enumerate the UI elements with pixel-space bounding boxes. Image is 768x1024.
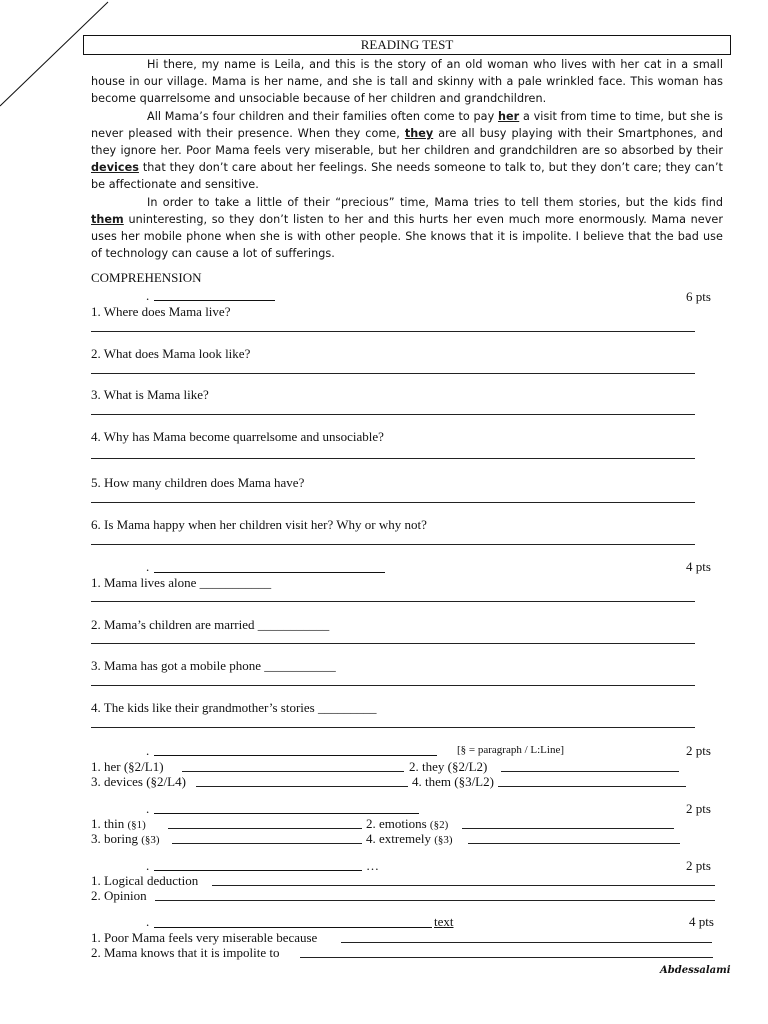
section-b-points: 4 pts xyxy=(686,559,711,574)
comprehension-heading: COMPREHENSION xyxy=(91,270,202,285)
answer-line-5[interactable] xyxy=(91,502,695,503)
reference-item-3: 3. devices (§2/L4) xyxy=(91,774,186,789)
reading-passage xyxy=(91,56,723,262)
answer-line-2[interactable] xyxy=(91,373,695,374)
true-false-item-1: 1. Mama lives alone ___________ xyxy=(91,575,272,590)
answer-line-c4[interactable] xyxy=(498,786,686,787)
answer-line-c3[interactable] xyxy=(196,786,408,787)
section-a-prefix: . xyxy=(146,288,150,303)
section-f-word: text xyxy=(434,914,454,929)
question-5: 5. How many children does Mama have? xyxy=(91,475,305,490)
question-4: 4. Why has Mama become quarrelsome and unsociable? xyxy=(91,429,384,444)
passage-paragraph-1: Hi there, my name is Leila, and this is the story of an old woman who lives with her cat in a small house in our village. Mama is her name, and she is tall and skinny with a pale wrinkled face. This woman has become quarrelsome and unsociable because of her children and grandchildren. xyxy=(91,58,723,106)
synonym-item-3: 3. boring (§3) xyxy=(91,831,160,846)
answer-line-1[interactable] xyxy=(91,331,695,332)
question-1: 1. Where does Mama live? xyxy=(91,304,231,319)
section-c-note: [§ = paragraph / L:Line] xyxy=(457,744,564,756)
section-c-prefix: . xyxy=(146,743,150,758)
synonym-item-1: 1. thin (§1) xyxy=(91,816,146,831)
answer-line-d3[interactable] xyxy=(172,843,362,844)
section-e-heading-line xyxy=(154,870,362,871)
answer-line-6[interactable] xyxy=(91,544,695,545)
section-b-heading-line xyxy=(154,572,385,573)
answer-line-d1[interactable] xyxy=(168,828,362,829)
highlight-they: they xyxy=(404,126,434,140)
answer-line-d2[interactable] xyxy=(462,828,674,829)
author-signature: Abdessalami xyxy=(660,965,731,976)
section-f-points: 4 pts xyxy=(689,914,714,929)
true-false-item-2: 2. Mama’s children are married ___________ xyxy=(91,617,330,632)
answer-line-e2[interactable] xyxy=(155,900,715,901)
answer-line-b3[interactable] xyxy=(91,685,695,686)
answer-line-e1[interactable] xyxy=(212,885,715,886)
section-a-points: 6 pts xyxy=(686,289,711,304)
highlight-them: them xyxy=(91,212,124,226)
section-d-prefix: . xyxy=(146,801,150,816)
answer-line-3[interactable] xyxy=(91,414,695,415)
inference-item-1: 1. Logical deduction xyxy=(91,873,199,888)
section-b-prefix: . xyxy=(146,559,150,574)
answer-line-b2[interactable] xyxy=(91,643,695,644)
highlight-devices: devices xyxy=(91,161,139,175)
passage-paragraph-2: All Mama’s four children and their families often come to pay her a visit from time to time, but she is never pleased with their presence. When they come, they are all busy playing with their Smartphones, and they ignore her. Poor Mama feels very miserable, but her children and grandchildren are so absorbed by their devices that they don’t care about her feelings. She needs someone to talk to, but they don’t care; they can’t be affectionate and sensitive. xyxy=(91,109,723,192)
answer-line-f1[interactable] xyxy=(341,942,712,943)
question-3: 3. What is Mama like? xyxy=(91,387,209,402)
answer-line-b1[interactable] xyxy=(91,601,695,602)
answer-line-f2[interactable] xyxy=(300,957,713,958)
section-c-points: 2 pts xyxy=(686,743,711,758)
answer-line-4[interactable] xyxy=(91,458,695,459)
section-f-prefix: . xyxy=(146,914,150,929)
section-c-heading-line xyxy=(154,755,437,756)
reference-item-1: 1. her (§2/L1) xyxy=(91,759,164,774)
synonym-item-4: 4. extremely (§3) xyxy=(366,831,453,846)
section-d-heading-line xyxy=(154,813,419,814)
section-e-suffix: … xyxy=(366,858,379,873)
question-6: 6. Is Mama happy when her children visit her? Why or why not? xyxy=(91,517,427,532)
true-false-item-4: 4. The kids like their grandmother’s stories _________ xyxy=(91,700,377,715)
completion-item-2: 2. Mama knows that it is impolite to xyxy=(91,945,280,960)
section-a-heading-line xyxy=(154,300,275,301)
completion-item-1: 1. Poor Mama feels very miserable because xyxy=(91,930,318,945)
answer-line-b4[interactable] xyxy=(91,727,695,728)
highlight-her: her xyxy=(498,109,520,123)
reference-item-2: 2. they (§2/L2) xyxy=(409,759,488,774)
answer-line-d4[interactable] xyxy=(468,843,680,844)
page-title: READING TEST xyxy=(83,35,731,55)
inference-item-2: 2. Opinion xyxy=(91,888,147,903)
section-e-points: 2 pts xyxy=(686,858,711,873)
question-2: 2. What does Mama look like? xyxy=(91,346,251,361)
true-false-item-3: 3. Mama has got a mobile phone ___________ xyxy=(91,658,336,673)
passage-paragraph-3: In order to take a little of their “precious” time, Mama tries to tell them stories, but the kids find them uninteresting, so they don’t listen to her and this hurts her even much more enormously. Mama never uses her mobile phone when she is with other people. She knows that it is impolite. I believe that the bad use of technology can cause a lot of sufferings. xyxy=(91,195,723,261)
section-d-points: 2 pts xyxy=(686,801,711,816)
reference-item-4: 4. them (§3/L2) xyxy=(412,774,494,789)
section-f-heading-line xyxy=(154,927,432,928)
section-e-prefix: . xyxy=(146,858,150,873)
answer-line-c1[interactable] xyxy=(182,771,404,772)
synonym-item-2: 2. emotions (§2) xyxy=(366,816,449,831)
answer-line-c2[interactable] xyxy=(501,771,679,772)
